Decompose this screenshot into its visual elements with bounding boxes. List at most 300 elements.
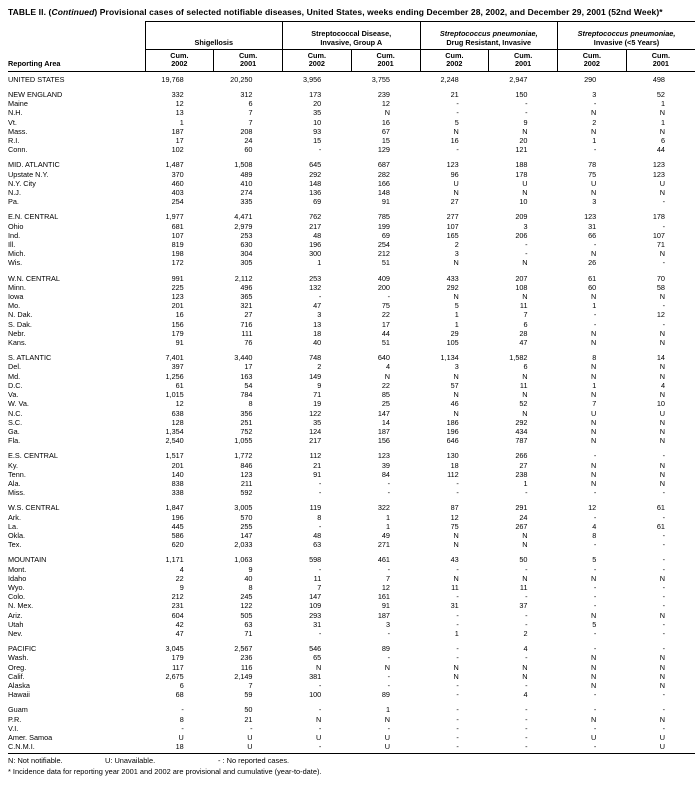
value-cell: 89 — [381, 644, 390, 654]
value-cell: 3 — [454, 249, 459, 259]
value-cell: - — [525, 592, 528, 602]
table-row — [8, 601, 695, 610]
value-cell: - — [662, 690, 665, 700]
value-cell: 68 — [175, 690, 184, 700]
table-row — [8, 653, 695, 662]
value-cell: 251 — [240, 417, 253, 427]
value-cell: U — [590, 733, 597, 742]
value-cell: - — [593, 564, 597, 574]
reporting-area-cell: Ala. — [8, 478, 21, 488]
value-cell: 1,063 — [234, 555, 253, 565]
value-cell: - — [456, 610, 459, 620]
value-cell: N — [659, 426, 665, 436]
value-cell: - — [456, 690, 459, 700]
value-cell: 231 — [171, 601, 184, 611]
group-header-strep-pneumoniae-drug-resistant — [420, 21, 558, 49]
reporting-area-cell: E.N. CENTRAL — [8, 212, 59, 222]
value-cell: 292 — [446, 282, 459, 292]
value-cell: 6 — [523, 319, 528, 329]
value-cell: 254 — [377, 240, 390, 250]
value-cell: - — [283, 742, 352, 754]
value-cell: U — [247, 733, 253, 742]
value-cell: 111 — [241, 328, 253, 338]
col-header-cum-2002: Cum. 2002 — [283, 49, 352, 71]
value-cell: 108 — [515, 282, 528, 292]
value-cell: - — [662, 582, 665, 592]
value-cell: 136 — [309, 188, 322, 198]
value-cell: N — [659, 573, 665, 583]
value-cell: - — [662, 301, 665, 311]
reporting-area-cell: N.Y. City — [8, 178, 36, 188]
value-cell: 496 — [240, 282, 253, 292]
value-cell: 67 — [381, 126, 390, 136]
value-cell: - — [662, 619, 665, 629]
value-cell: 20 — [313, 99, 322, 109]
value-cell: N — [659, 680, 665, 690]
value-cell: 18 — [313, 328, 322, 338]
value-cell: 1,055 — [234, 436, 253, 446]
value-cell: 2 — [592, 117, 597, 127]
value-cell: N — [590, 188, 597, 198]
value-cell: N — [522, 258, 528, 268]
value-cell: 321 — [240, 301, 253, 311]
value-cell: 112 — [447, 469, 459, 479]
value-cell: 290 — [584, 74, 597, 84]
value-cell: 119 — [309, 503, 322, 513]
value-cell: 200 — [377, 282, 390, 292]
value-cell: 44 — [656, 145, 665, 155]
table-row — [8, 71, 695, 84]
value-cell: 12 — [175, 399, 184, 409]
value-cell: 598 — [309, 555, 322, 565]
value-cell: 2,675 — [165, 671, 184, 681]
value-cell: 12 — [175, 99, 184, 109]
value-cell: 107 — [446, 221, 459, 231]
value-cell: 27 — [519, 460, 528, 470]
value-cell: 46 — [450, 399, 459, 409]
value-cell: 91 — [313, 469, 322, 479]
value-cell: 123 — [377, 451, 390, 461]
value-cell: 2,248 — [440, 74, 459, 84]
value-cell: 991 — [171, 273, 184, 283]
value-cell: 1 — [660, 117, 665, 127]
value-cell: 1 — [317, 258, 322, 268]
value-cell: - — [593, 592, 597, 602]
value-cell: 365 — [240, 292, 253, 302]
value-cell: - — [387, 488, 390, 498]
value-cell: 239 — [377, 90, 390, 99]
value-cell: 212 — [377, 249, 390, 259]
value-cell: - — [662, 705, 665, 715]
value-cell: 1 — [660, 99, 665, 109]
value-cell: 212 — [171, 592, 184, 602]
value-cell: N — [659, 610, 665, 620]
value-cell: 13 — [175, 108, 184, 118]
value-cell: 123 — [446, 160, 459, 170]
notifiable-diseases-table — [8, 21, 695, 755]
reporting-area-cell: P.R. — [8, 714, 22, 724]
value-cell: 5 — [454, 301, 459, 311]
reporting-area-cell: Vt. — [8, 117, 17, 127]
value-cell: 20 — [519, 136, 528, 146]
table-row — [8, 742, 695, 754]
value-cell: U — [626, 742, 695, 754]
value-cell: 335 — [240, 197, 253, 207]
value-cell: 2,979 — [234, 221, 253, 231]
value-cell: - — [593, 488, 597, 498]
value-cell: 7 — [523, 310, 528, 320]
value-cell: - — [456, 108, 459, 118]
value-cell: - — [662, 258, 665, 268]
value-cell: 282 — [377, 169, 390, 179]
value-cell: 1 — [454, 310, 459, 320]
value-cell: 208 — [240, 126, 253, 136]
group-header-row — [8, 21, 695, 49]
value-cell: 196 — [171, 512, 184, 522]
table-row — [8, 258, 695, 267]
value-cell: N — [453, 188, 459, 198]
table-row — [8, 362, 695, 371]
value-cell: - — [387, 478, 390, 488]
table-row — [8, 733, 695, 742]
value-cell: 8 — [592, 530, 597, 540]
value-cell: 322 — [377, 503, 390, 513]
value-cell: 13 — [313, 319, 322, 329]
value-cell: 50 — [244, 705, 253, 715]
value-cell: - — [525, 610, 528, 620]
value-cell: 48 — [313, 530, 322, 540]
reporting-area-cell: MOUNTAIN — [8, 555, 47, 565]
value-cell: - — [387, 564, 390, 574]
value-cell: 9 — [317, 380, 322, 390]
value-cell: - — [662, 723, 665, 733]
value-cell: 51 — [381, 338, 390, 348]
table-row — [8, 108, 695, 117]
value-cell: - — [525, 488, 528, 498]
value-cell: - — [662, 319, 665, 329]
value-cell: 123 — [171, 292, 184, 302]
value-cell: N — [659, 436, 665, 446]
value-cell: - — [662, 488, 665, 498]
value-cell: N — [659, 478, 665, 488]
footnote-no-reported-cases: - : No reported cases. — [218, 756, 290, 766]
value-cell: N — [659, 108, 665, 118]
value-cell: 17 — [381, 319, 390, 329]
value-cell: N — [453, 258, 459, 268]
value-cell: 225 — [171, 282, 184, 292]
reporting-area-cell: La. — [8, 521, 19, 531]
value-cell: N — [659, 460, 665, 470]
value-cell: 498 — [652, 74, 665, 84]
value-cell: 198 — [171, 249, 184, 259]
value-cell: - — [525, 714, 528, 724]
value-cell: 37 — [519, 601, 528, 611]
reporting-area-cell: Mont. — [8, 564, 27, 574]
value-cell: 370 — [171, 169, 184, 179]
value-cell: 11 — [519, 380, 528, 390]
value-cell: 6 — [248, 99, 253, 109]
value-cell: 40 — [244, 573, 253, 583]
value-cell: N — [590, 292, 597, 302]
value-cell: 6 — [523, 362, 528, 372]
value-cell: - — [181, 723, 184, 733]
value-cell: 681 — [171, 221, 184, 231]
value-cell: 1 — [179, 117, 184, 127]
value-cell: 255 — [240, 521, 253, 531]
value-cell: - — [662, 530, 665, 540]
value-cell: 18 — [450, 460, 459, 470]
value-cell: 3 — [454, 362, 459, 372]
value-cell: 89 — [381, 690, 390, 700]
value-cell: - — [387, 292, 390, 302]
value-cell: 217 — [309, 436, 322, 446]
value-cell: - — [387, 653, 390, 663]
value-cell: 292 — [515, 417, 528, 427]
value-cell: N — [522, 371, 528, 381]
value-cell: 2 — [317, 362, 322, 372]
value-cell: 6 — [179, 680, 184, 690]
value-cell: N — [659, 292, 665, 302]
value-cell: 19,768 — [161, 74, 184, 84]
table-row — [8, 301, 695, 310]
value-cell: 14 — [381, 417, 390, 427]
table-row — [8, 409, 695, 418]
value-cell: 31 — [313, 619, 322, 629]
value-cell: 461 — [377, 555, 390, 565]
value-cell: 75 — [381, 301, 390, 311]
reporting-area-cell: Maine — [8, 99, 28, 109]
reporting-area-cell: Tex. — [8, 540, 22, 550]
value-cell: 100 — [309, 690, 322, 700]
value-cell: N — [659, 362, 665, 372]
reporting-area-cell: Ark. — [8, 512, 21, 522]
value-cell: 121 — [515, 145, 528, 155]
value-cell: - — [662, 628, 665, 638]
value-cell: N — [453, 408, 459, 418]
table-row — [8, 638, 695, 653]
value-cell: - — [662, 564, 665, 574]
value-cell: 785 — [377, 212, 390, 222]
value-cell: - — [387, 628, 390, 638]
table-title-suffix: ) Provisional cases of selected notifiable diseases, United States, weeks ending December 28, 2002, and December 29, 2001 (52nd Week)* — [94, 7, 663, 17]
value-cell: 292 — [309, 169, 322, 179]
value-cell: N — [590, 662, 597, 672]
value-cell: 5 — [592, 619, 597, 629]
value-cell: 356 — [240, 408, 253, 418]
value-cell: N — [659, 662, 665, 672]
value-cell: 179 — [171, 653, 184, 663]
value-cell: 434 — [515, 426, 528, 436]
table-header — [8, 21, 695, 71]
value-cell: 217 — [309, 221, 322, 231]
value-cell: 7 — [248, 680, 253, 690]
value-cell: N — [590, 610, 597, 620]
value-cell: N — [384, 108, 390, 118]
value-cell: 12 — [381, 582, 390, 592]
value-cell: 12 — [656, 310, 665, 320]
value-cell: 1 — [454, 628, 459, 638]
value-cell: 27 — [244, 310, 253, 320]
reporting-area-cell: Idaho — [8, 573, 27, 583]
value-cell: 752 — [240, 426, 253, 436]
reporting-area-cell: Hawaii — [8, 690, 30, 700]
value-cell: - — [489, 742, 558, 754]
footnote-provisional: * Incidence data for reporting year 2001 and 2002 are provisional and cumulative (year-to-date). — [8, 766, 322, 776]
value-cell: - — [181, 705, 184, 715]
reporting-area-cell: Kans. — [8, 338, 27, 348]
value-cell: 9 — [248, 564, 253, 574]
value-cell: 1 — [385, 512, 390, 522]
value-cell: 409 — [377, 273, 390, 283]
value-cell: 332 — [171, 90, 184, 99]
table-row — [8, 629, 695, 638]
value-cell: 29 — [450, 328, 459, 338]
value-cell: - — [593, 540, 597, 550]
value-cell: 397 — [171, 362, 184, 372]
table-row — [8, 197, 695, 206]
value-cell: 305 — [240, 258, 253, 268]
value-cell: U — [453, 178, 459, 188]
value-cell: 1,015 — [165, 390, 184, 400]
value-cell: 1,354 — [165, 426, 184, 436]
value-cell: 186 — [446, 417, 459, 427]
table-row — [8, 436, 695, 445]
value-cell: - — [318, 521, 322, 531]
value-cell: N — [590, 390, 597, 400]
value-cell: 762 — [309, 212, 322, 222]
value-cell: - — [662, 451, 665, 461]
reporting-area-cell: PACIFIC — [8, 644, 37, 654]
value-cell: N — [659, 417, 665, 427]
value-cell: 14 — [656, 353, 665, 363]
value-cell: 140 — [171, 469, 184, 479]
value-cell: 178 — [652, 212, 665, 222]
col-header-cum-2001: Cum. 2001 — [351, 49, 420, 71]
value-cell: 199 — [377, 221, 390, 231]
value-cell: N — [453, 371, 459, 381]
value-cell: 26 — [588, 258, 597, 268]
table-row — [8, 118, 695, 127]
value-cell: 546 — [309, 644, 322, 654]
reporting-area-cell: Minn. — [8, 282, 26, 292]
group-header-shigellosis — [145, 21, 283, 49]
value-cell: 66 — [588, 230, 597, 240]
value-cell: 570 — [240, 512, 253, 522]
value-cell: U — [590, 178, 597, 188]
value-cell: 93 — [313, 126, 322, 136]
value-cell: U — [351, 742, 420, 754]
value-cell: 7 — [317, 582, 322, 592]
value-cell: 165 — [446, 230, 459, 240]
value-cell: 201 — [171, 301, 184, 311]
value-cell: 102 — [171, 145, 184, 155]
value-cell: 16 — [175, 310, 184, 320]
table-row — [8, 206, 695, 221]
value-cell: - — [525, 653, 528, 663]
value-cell: 646 — [446, 436, 459, 446]
value-cell: 35 — [313, 417, 322, 427]
value-cell: 638 — [171, 408, 184, 418]
value-cell: 109 — [309, 601, 322, 611]
value-cell: 1,134 — [440, 353, 459, 363]
reporting-area-cell: V.I. — [8, 723, 19, 733]
value-cell: - — [456, 705, 459, 715]
value-cell: 91 — [175, 338, 184, 348]
value-cell: N — [522, 540, 528, 550]
reporting-area-cell: W.N. CENTRAL — [8, 273, 60, 283]
table-row — [8, 154, 695, 169]
value-cell: 10 — [656, 399, 665, 409]
reporting-area-cell: Colo. — [8, 592, 26, 602]
value-cell: 71 — [244, 628, 253, 638]
reporting-area-cell: Mo. — [8, 301, 21, 311]
value-cell: 5 — [592, 555, 597, 565]
value-cell: 31 — [450, 601, 459, 611]
value-cell: 271 — [377, 540, 390, 550]
reporting-area-cell: Ky. — [8, 460, 19, 470]
value-cell: 63 — [313, 540, 322, 550]
value-cell: 196 — [446, 426, 459, 436]
value-cell: 179 — [171, 328, 184, 338]
reporting-area-cell: Upstate N.Y. — [8, 169, 49, 179]
value-cell: 1 — [592, 380, 597, 390]
value-cell: 784 — [240, 390, 253, 400]
value-cell: 124 — [309, 426, 322, 436]
value-cell: - — [387, 723, 390, 733]
table-row — [8, 611, 695, 620]
value-cell: 238 — [515, 469, 528, 479]
value-cell: N — [522, 530, 528, 540]
value-cell: 7 — [248, 108, 253, 118]
value-cell: 116 — [240, 662, 253, 672]
table-row — [8, 497, 695, 512]
value-cell: 3,045 — [165, 644, 184, 654]
value-cell: N — [453, 671, 459, 681]
value-cell: 107 — [171, 230, 184, 240]
value-cell: 7 — [592, 399, 597, 409]
value-cell: 592 — [240, 488, 253, 498]
value-cell: 61 — [656, 503, 665, 513]
col-header-cum-2001: Cum. 2001 — [214, 49, 283, 71]
value-cell: 107 — [652, 230, 665, 240]
value-cell: 21 — [450, 90, 459, 99]
value-cell: 687 — [377, 160, 390, 170]
value-cell: 2,947 — [509, 74, 528, 84]
value-cell: 27 — [450, 197, 459, 207]
reporting-area-cell: Ind. — [8, 230, 21, 240]
value-cell: N — [659, 126, 665, 136]
value-cell: - — [525, 705, 528, 715]
table-row — [8, 488, 695, 497]
value-cell: - — [456, 592, 459, 602]
reporting-area-cell: Wis. — [8, 258, 23, 268]
value-cell: 11 — [519, 301, 528, 311]
value-cell: 147 — [309, 592, 322, 602]
value-cell: 60 — [588, 282, 597, 292]
table-row — [8, 170, 695, 179]
value-cell: 84 — [381, 469, 390, 479]
table-row — [8, 549, 695, 564]
table-row — [8, 127, 695, 136]
value-cell: - — [456, 488, 459, 498]
table-row — [8, 347, 695, 362]
value-cell: - — [662, 221, 665, 231]
reporting-area-cell: MID. ATLANTIC — [8, 160, 60, 170]
value-cell: N — [659, 328, 665, 338]
value-cell: 70 — [656, 273, 665, 283]
reporting-area-cell: Mich. — [8, 249, 26, 259]
reporting-area-cell: Guam — [8, 705, 28, 715]
